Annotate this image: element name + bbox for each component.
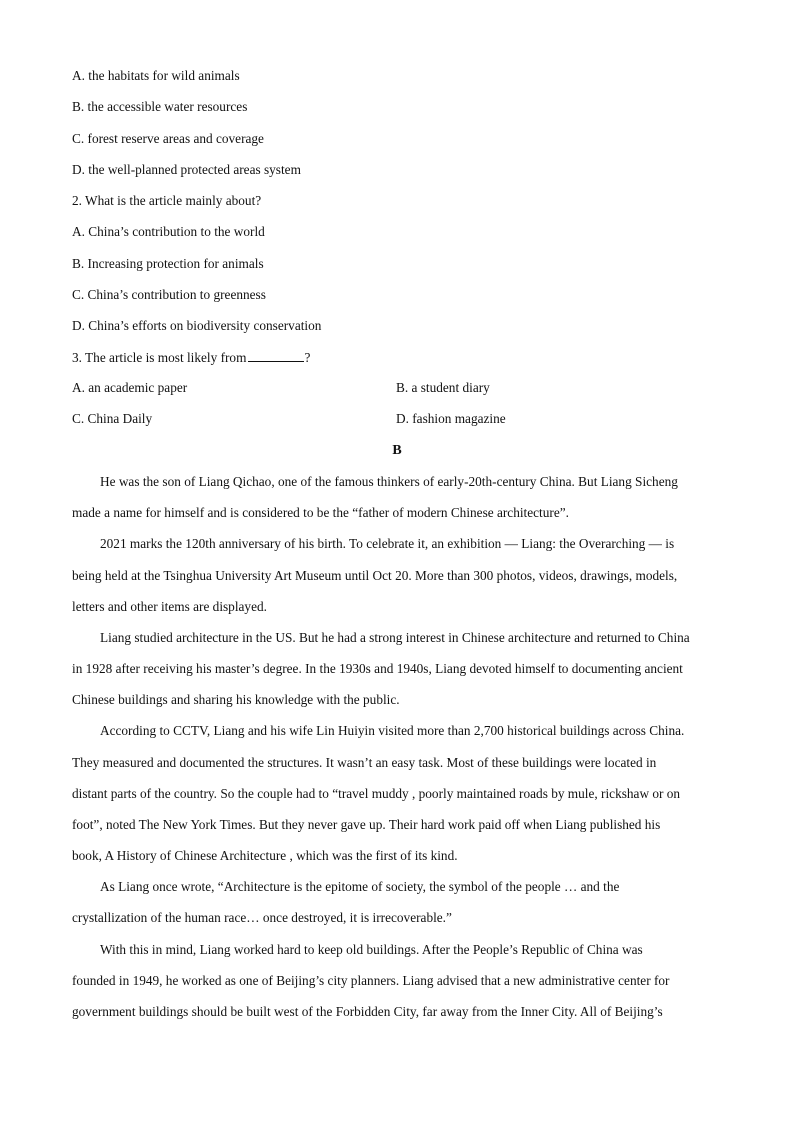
q2-option-a: A. China’s contribution to the world [72,224,265,239]
passage-line: book, A History of Chinese Architecture , which was the first of its kind. [72,848,458,863]
q2-stem: 2. What is the article mainly about? [72,193,262,208]
q3-option-c: C. China Daily [72,411,153,426]
q2-option-d: D. China’s efforts on biodiversity conservation [72,318,322,333]
passage-line: He was the son of Liang Qichao, one of the famous thinkers of early-20th-century China. But Liang Sicheng [100,474,678,489]
q3-stem-end: ? [304,350,311,365]
passage-line: As Liang once wrote, “Architecture is the epitome of society, the symbol of the people … and the [100,879,620,894]
passage-line: 2021 marks the 120th anniversary of his birth. To celebrate it, an exhibition — Liang: the Overarching — is [100,536,675,551]
passage-line: Liang studied architecture in the US. But he had a strong interest in Chinese architecture and returned to China [100,630,690,645]
passage-line: They measured and documented the structures. It wasn’t an easy task. Most of these buildings were located in [72,755,657,770]
q2-option-b: B. Increasing protection for animals [72,256,264,271]
q3-option-b: B. a student diary [396,380,490,395]
passage-line: being held at the Tsinghua University Art Museum until Oct 20. More than 300 photos, videos, drawings, models, [72,568,678,583]
passage-line: letters and other items are displayed. [72,599,267,614]
q2-option-c: C. China’s contribution to greenness [72,287,266,302]
passage-line: in 1928 after receiving his master’s degree. In the 1930s and 1940s, Liang devoted himself to documenting ancient [72,661,683,676]
passage-line: foot”, noted The New York Times. But they never gave up. Their hard work paid off when Liang published his [72,817,661,832]
q3-option-a: A. an academic paper [72,380,188,395]
section-heading: B [392,443,402,458]
passage-line: With this in mind, Liang worked hard to keep old buildings. After the People’s Republic of China was [100,942,643,957]
passage-line: made a name for himself and is considered to be the “father of modern Chinese architecture”. [72,505,569,520]
passage-line: crystallization of the human race… once destroyed, it is irrecoverable.” [72,910,452,925]
q1-option-c: C. forest reserve areas and coverage [72,131,264,146]
passage-line: Chinese buildings and sharing his knowledge with the public. [72,692,400,707]
answer-blank [248,349,304,362]
passage-line: government buildings should be built west of the Forbidden City, far away from the Inner City. All of Beijing’s [72,1004,663,1019]
q3-stem [72,349,310,366]
q1-option-a: A. the habitats for wild animals [72,68,240,83]
q1-option-b: B. the accessible water resources [72,99,248,114]
q3-stem-text: 3. The article is most likely from [72,350,247,365]
passage-line: According to CCTV, Liang and his wife Lin Huiyin visited more than 2,700 historical buildings across China. [100,723,685,738]
q3-option-d: D. fashion magazine [396,411,506,426]
q1-option-d: D. the well-planned protected areas system [72,162,301,177]
passage-line: founded in 1949, he worked as one of Beijing’s city planners. Liang advised that a new administrative center for [72,973,670,988]
passage-line: distant parts of the country. So the couple had to “travel muddy , poorly maintained roads by mule, rickshaw or on [72,786,681,801]
